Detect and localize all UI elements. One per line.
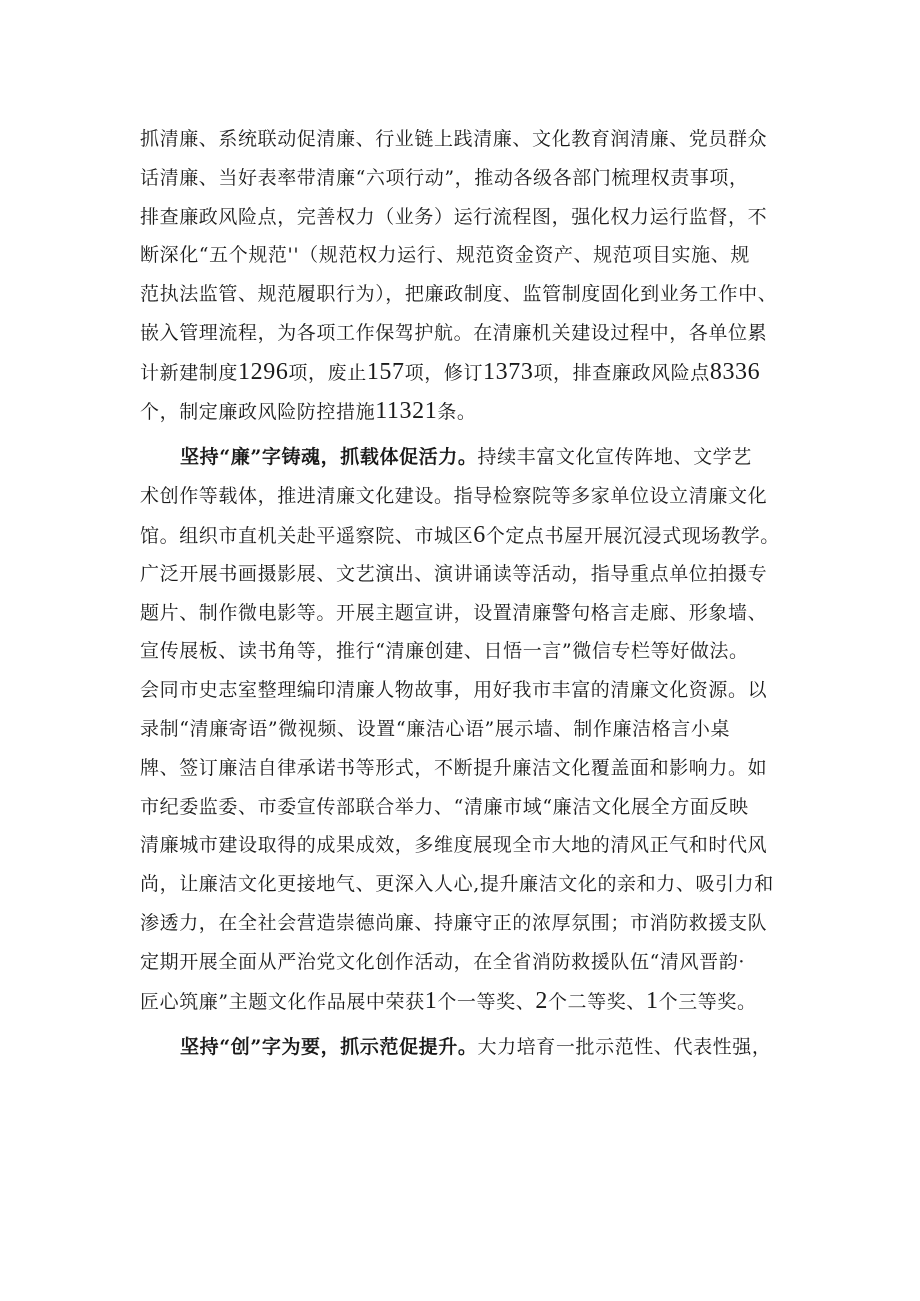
text-line (140, 392, 800, 431)
text-line: 广泛开展书画摄影展、文艺演出、演讲诵读等活动，指导重点单位拍摄专 (140, 562, 768, 585)
text-fragment: 个定点书屋开展沉浸式现场教学。 (485, 524, 780, 547)
paragraph-2 (140, 438, 800, 1020)
text-fragment: 个二等奖、 (547, 990, 646, 1013)
text-line: 定期开展全面从严治党文化创作活动，在全省消防救援队伍“清风晋韵· (140, 950, 745, 973)
paragraph-heading: 坚持“廉”字铸魂，抓载体促活力。 (180, 446, 478, 469)
text-line: 断深化“五个规范''（规范权力运行、规范资金资产、规范项目实施、规 (140, 244, 750, 267)
text-line (140, 438, 800, 477)
text-line: 话清廉、当好表率带清廉“六项行动”，推动各级各部门梳理权责事项， (140, 166, 749, 189)
text-line: 清廉城市建设取得的成果成效，多维度展现全市大地的清风正气和时代风 (140, 834, 768, 857)
text-line: 宣传展板、读书角等，推行“清廉创建、日悟一言”微信专栏等好做法。 (140, 640, 749, 663)
paragraph-heading: 坚持“创”字为要，抓示范促提升。 (180, 1036, 478, 1059)
text-line: 市纪委监委、市委宣传部联合举力、“清廉市域“廉洁文化展全方面反映 (140, 795, 749, 818)
paragraph-gap (140, 1020, 800, 1028)
number: 157 (366, 358, 405, 385)
text-line: 尚，让廉洁文化更接地气、更深入人心,提升廉洁文化的亲和力、吸引力和 (140, 873, 774, 896)
text-line (140, 353, 800, 392)
number: 1373 (483, 358, 534, 385)
number: 2 (535, 987, 548, 1014)
text-fragment: 个，制定廉政风险防控措施 (140, 400, 376, 423)
text-line: 排查廉政风险点，完善权力（业务）运行流程图，强化权力运行监督，不 (140, 205, 768, 228)
number: 8336 (709, 358, 761, 385)
text-line (140, 516, 800, 555)
text-fragment: 项，废止 (288, 361, 367, 384)
number: 11321 (375, 397, 438, 424)
number: 6 (473, 521, 486, 548)
text-fragment: 计新建制度 (140, 361, 239, 384)
text-fragment: 个三等奖。 (658, 990, 757, 1013)
text-line: 牌、签订廉洁自律承诺书等形式，不断提升廉洁文化覆盖面和影响力。如 (140, 756, 768, 779)
text-fragment: 馆。组织市直机关赴平遥察院、市城区 (140, 524, 474, 547)
text-line: 会同市史志室整理编印清廉人物故事，用好我市丰富的清廉文化资源。以 (140, 679, 768, 702)
text-line: 术创作等载体，推进清廉文化建设。指导检察院等多家单位设立清廉文化 (140, 485, 768, 508)
number: 1 (424, 987, 438, 1014)
text-line: 抓清廉、系统联动促清廉、行业链上践清廉、文化教育润清廉、党员群众 (140, 128, 768, 150)
text-line: 渗透力，在全社会营造崇德尚廉、持廉守正的浓厚氛围；市消防救援支队 (140, 911, 768, 934)
text-fragment: 个一等奖、 (437, 990, 536, 1013)
text-line (140, 1028, 800, 1067)
number: 1296 (238, 358, 289, 385)
document-page (140, 120, 800, 1067)
paragraph-gap (140, 430, 800, 438)
paragraph-3 (140, 1028, 800, 1067)
text-line: 范执法监管、规范履职行为），把廉政制度、监管制度固化到业务工作中、 (140, 283, 778, 306)
text-line (140, 982, 800, 1021)
text-line: 题片、制作微电影等。开展主题宣讲，设置清廉警句格言走廊、形象墙、 (140, 601, 768, 624)
text-fragment: 匠心筑廉”主题文化作品展中荣获 (140, 990, 425, 1013)
paragraph-1 (140, 120, 800, 430)
text-fragment: 项，排查廉政风险点 (533, 361, 710, 384)
text-fragment: 持续丰富文化宣传阵地、文学艺 (477, 446, 752, 469)
text-fragment: 大力培育一批示范性、代表性强， (477, 1036, 772, 1059)
text-fragment: 条。 (437, 400, 477, 423)
text-line: 录制“清廉寄语”微视频、设置“廉洁心语”展示墙、制作廉洁格言小桌 (140, 717, 731, 740)
text-fragment: 项，修订 (404, 361, 484, 384)
number: 1 (645, 987, 659, 1014)
text-line: 嵌入管理流程，为各项工作保驾护航。在清廉机关建设过程中，各单位累 (140, 321, 768, 344)
